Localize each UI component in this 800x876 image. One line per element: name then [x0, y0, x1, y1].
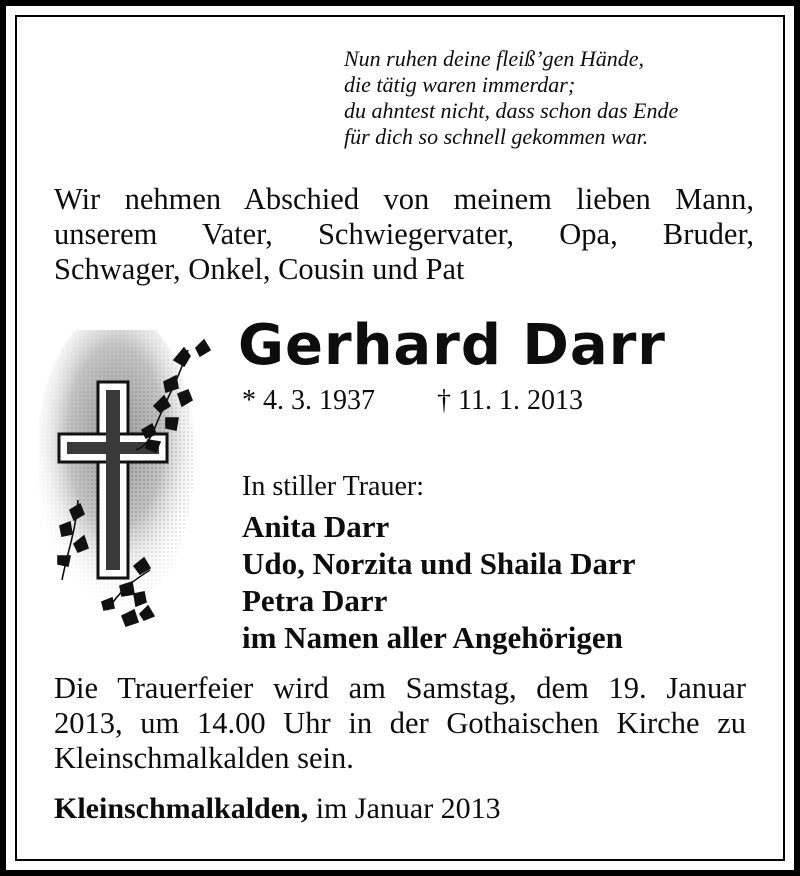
cross-with-ivy-icon: [38, 330, 228, 640]
mourning-label: In stiller Trauer:: [242, 471, 424, 502]
farewell-line: Schwager, Onkel, Cousin und Pat: [54, 252, 465, 286]
closing-place: Kleinschmalkalden,: [54, 792, 309, 825]
mourner-name: Anita Darr: [242, 509, 390, 544]
poem-line: Nun ruhen deine fleiß’gen Hände,: [344, 46, 644, 71]
poem-line: du ahntest nicht, dass schon das Ende: [344, 98, 679, 123]
farewell-line: Wir nehmen Abschied von meinem lieben Mann,: [54, 182, 754, 216]
death-date: † 11. 1. 2013: [437, 385, 583, 416]
mourner-name: im Namen aller Angehörigen: [242, 620, 623, 655]
service-line: 2013, um 14.00 Uhr in der Gothaischen Kirche zu: [54, 706, 746, 740]
farewell-text: [54, 182, 754, 287]
poem-line: für dich so schnell gekommen war.: [344, 124, 649, 149]
birth-date: * 4. 3. 1937: [242, 385, 375, 416]
life-dates: [242, 384, 583, 418]
closing-date: im Januar 2013: [308, 792, 501, 825]
mourner-name: Petra Darr: [242, 583, 388, 618]
poem: [344, 46, 764, 150]
poem-line: die tätig waren immerdar;: [344, 72, 576, 97]
farewell-line: unserem Vater, Schwiegervater, Opa, Bruder,: [54, 217, 754, 251]
deceased-name: Gerhard Darr: [238, 313, 666, 378]
service-line: Die Trauerfeier wird am Samstag, dem 19. Januar: [54, 671, 746, 705]
funeral-service-text: [54, 671, 746, 776]
mourners-list: [242, 508, 636, 656]
place-and-date: [54, 791, 501, 827]
mourner-name: Udo, Norzita und Shaila Darr: [242, 546, 636, 581]
service-line: Kleinschmalkalden sein.: [54, 741, 354, 775]
